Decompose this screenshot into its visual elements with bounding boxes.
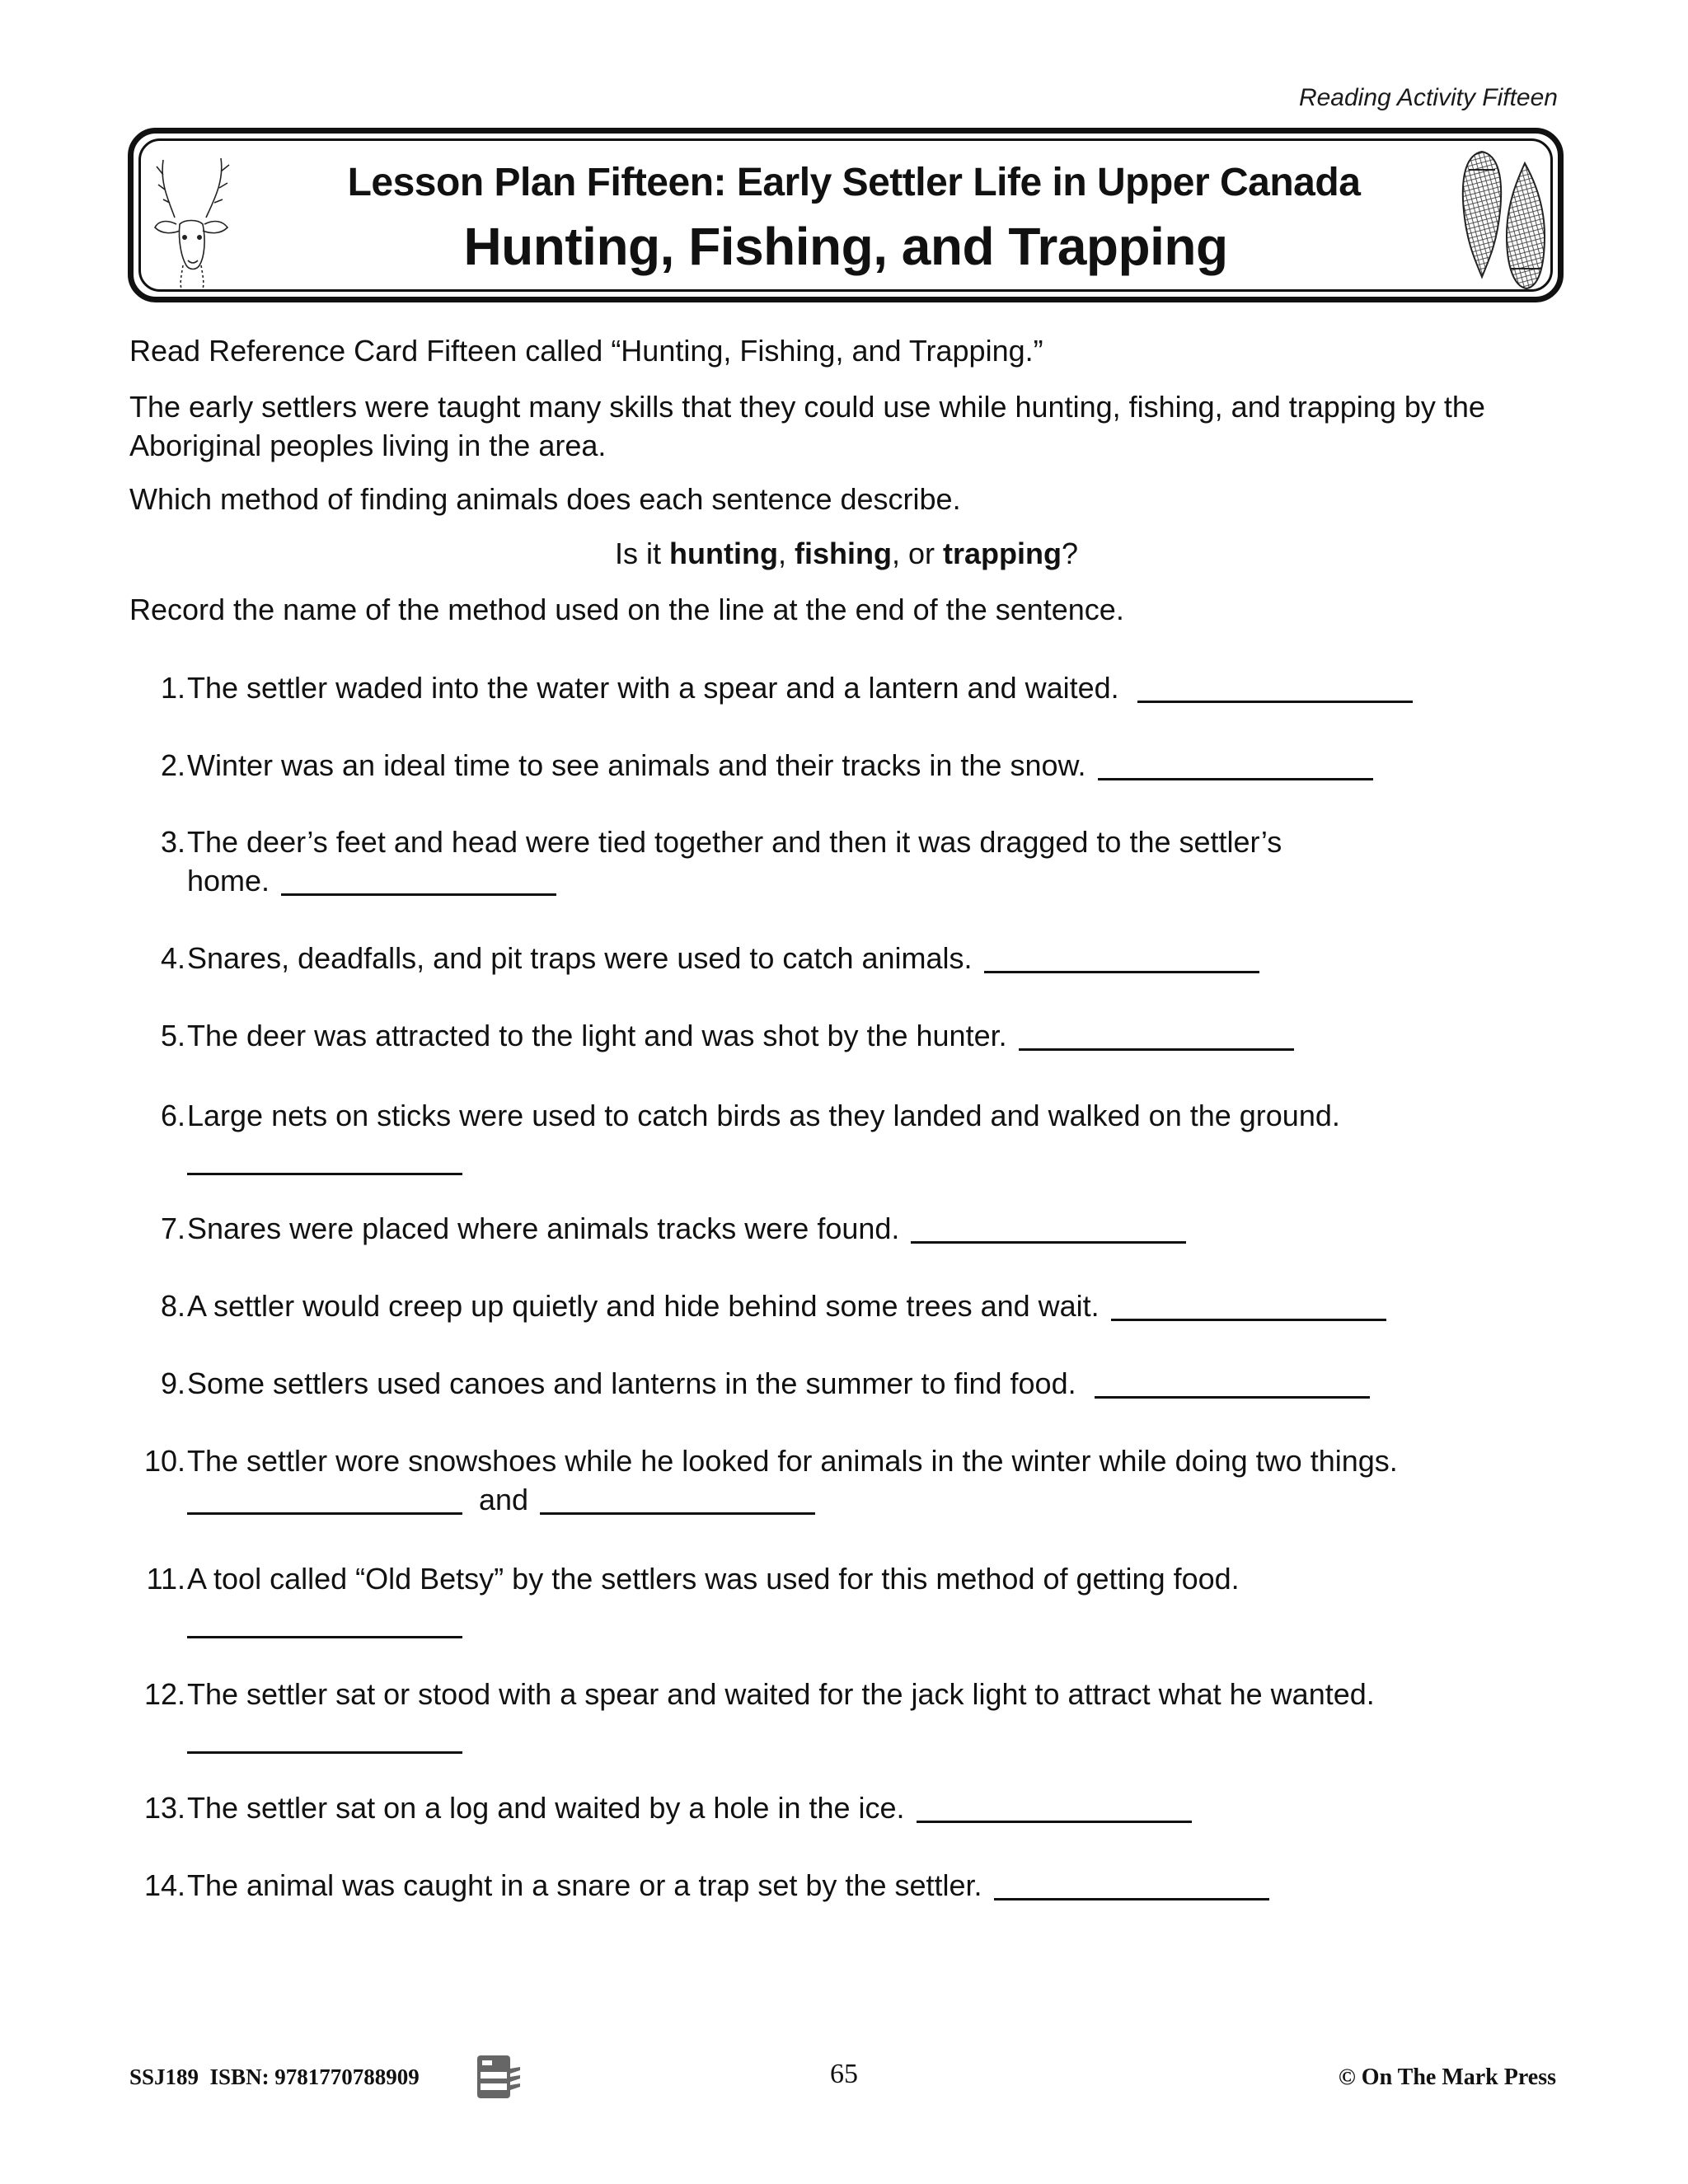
question-number: 6. xyxy=(160,1099,185,1132)
question-mark: ? xyxy=(1061,537,1078,570)
question-number: 12. xyxy=(143,1677,185,1711)
question-text: Winter was an ideal time to see animals and their tracks in the snow. xyxy=(187,748,1086,782)
answer-blank[interactable] xyxy=(1137,701,1413,703)
question-text: A tool called “Old Betsy” by the settlers was used for this method of getting food. xyxy=(187,1562,1240,1596)
question-joiner: and xyxy=(479,1483,529,1516)
question-item xyxy=(129,1094,1564,1183)
intro-paragraph: The early settlers were taught many skills that they could use while hunting, fishing, and trapping by the Aboriginal peoples living in the area. xyxy=(129,390,1485,462)
snowshoes-icon xyxy=(1457,145,1548,293)
question-number: 10. xyxy=(143,1444,185,1478)
question-item xyxy=(129,823,1564,900)
option-trapping: trapping xyxy=(942,537,1062,570)
question-item xyxy=(129,1286,1564,1325)
question-number: 5. xyxy=(160,1019,185,1052)
option-hunting: hunting xyxy=(669,537,778,570)
question-item xyxy=(129,1788,1564,1827)
activity-title: Hunting, Fishing, and Trapping xyxy=(463,217,1228,276)
answer-blank[interactable] xyxy=(187,1512,462,1515)
question-text-continued: home. xyxy=(187,864,270,898)
record-instruction: Record the name of the method used on the line at the end of the sentence. xyxy=(129,593,1124,626)
question-text: Snares, deadfalls, and pit traps were used to catch animals. xyxy=(187,941,973,975)
question-text: The settler sat or stood with a spear and waited for the jack light to attract what he wanted. xyxy=(187,1677,1375,1711)
answer-blank[interactable] xyxy=(917,1821,1192,1823)
separator: , xyxy=(777,537,795,570)
page-number: 65 xyxy=(830,2059,858,2089)
question-text: The settler wore snowshoes while he looked for animals in the winter while doing two things. xyxy=(187,1444,1398,1478)
question-text: Large nets on sticks were used to catch birds as they landed and walked on the ground. xyxy=(187,1099,1340,1132)
title-banner xyxy=(128,128,1564,302)
question-number: 1. xyxy=(160,671,185,705)
copyright: © On The Mark Press xyxy=(1338,2064,1556,2090)
question-number: 4. xyxy=(160,941,185,975)
answer-blank[interactable] xyxy=(1019,1048,1294,1051)
question-number: 13. xyxy=(143,1791,185,1825)
answer-blank[interactable] xyxy=(1098,778,1373,780)
question-item xyxy=(129,1441,1564,1519)
answer-blank[interactable] xyxy=(187,1173,462,1175)
footer-isbn: SSJ189 ISBN: 9781770788909 xyxy=(129,2064,420,2089)
intro-instruction: Read Reference Card Fifteen called “Hunting, Fishing, and Trapping.” xyxy=(129,334,1043,368)
answer-blank[interactable] xyxy=(1111,1319,1386,1321)
question-text: The deer was attracted to the light and was shot by the hunter. xyxy=(187,1019,1007,1052)
option-fishing: fishing xyxy=(794,537,892,570)
question-text: Snares were placed where animals tracks were found. xyxy=(187,1212,900,1245)
question-item xyxy=(129,1364,1564,1403)
question-number: 9. xyxy=(160,1366,185,1400)
question-number: 7. xyxy=(160,1212,185,1245)
answer-blank[interactable] xyxy=(187,1636,462,1638)
question-item xyxy=(129,746,1564,785)
question-text: The settler waded into the water with a spear and a lantern and waited. xyxy=(187,671,1119,705)
answer-blank[interactable] xyxy=(187,1751,462,1754)
question-item xyxy=(129,1209,1564,1248)
answer-blank[interactable] xyxy=(281,893,556,896)
lesson-title: Lesson Plan Fifteen: Early Settler Life in Upper Canada xyxy=(347,161,1361,204)
question-text: The animal was caught in a snare or a trap set by the settler. xyxy=(187,1868,982,1902)
question-item xyxy=(129,939,1564,977)
answer-blank-2[interactable] xyxy=(540,1512,815,1515)
answer-blank[interactable] xyxy=(994,1898,1269,1900)
question-number: 8. xyxy=(160,1289,185,1323)
question-item xyxy=(129,1672,1564,1761)
question-number: 11. xyxy=(146,1562,185,1596)
question-item xyxy=(129,1016,1564,1055)
question-text: Some settlers used canoes and lanterns in the summer to find food. xyxy=(187,1366,1076,1400)
method-question-prefix: Is it xyxy=(615,537,670,570)
question-item xyxy=(129,668,1564,707)
question-number: 2. xyxy=(160,748,185,782)
separator: , or xyxy=(891,537,943,570)
method-question xyxy=(129,534,1564,573)
question-number: 14. xyxy=(143,1868,185,1902)
intro-question: Which method of finding animals does each sentence describe. xyxy=(129,482,961,516)
question-number: 3. xyxy=(160,825,185,859)
answer-blank[interactable] xyxy=(984,971,1259,973)
answer-blank[interactable] xyxy=(1095,1396,1370,1399)
question-item xyxy=(129,1557,1564,1646)
question-text: A settler would creep up quietly and hide behind some trees and wait. xyxy=(187,1289,1100,1323)
answer-blank[interactable] xyxy=(911,1241,1186,1244)
question-item xyxy=(129,1866,1564,1905)
question-text: The settler sat on a log and waited by a hole in the ice. xyxy=(187,1791,905,1825)
activity-label: Reading Activity Fifteen xyxy=(1298,84,1558,111)
question-text: The deer’s feet and head were tied together and then it was dragged to the settler’s xyxy=(187,825,1282,859)
